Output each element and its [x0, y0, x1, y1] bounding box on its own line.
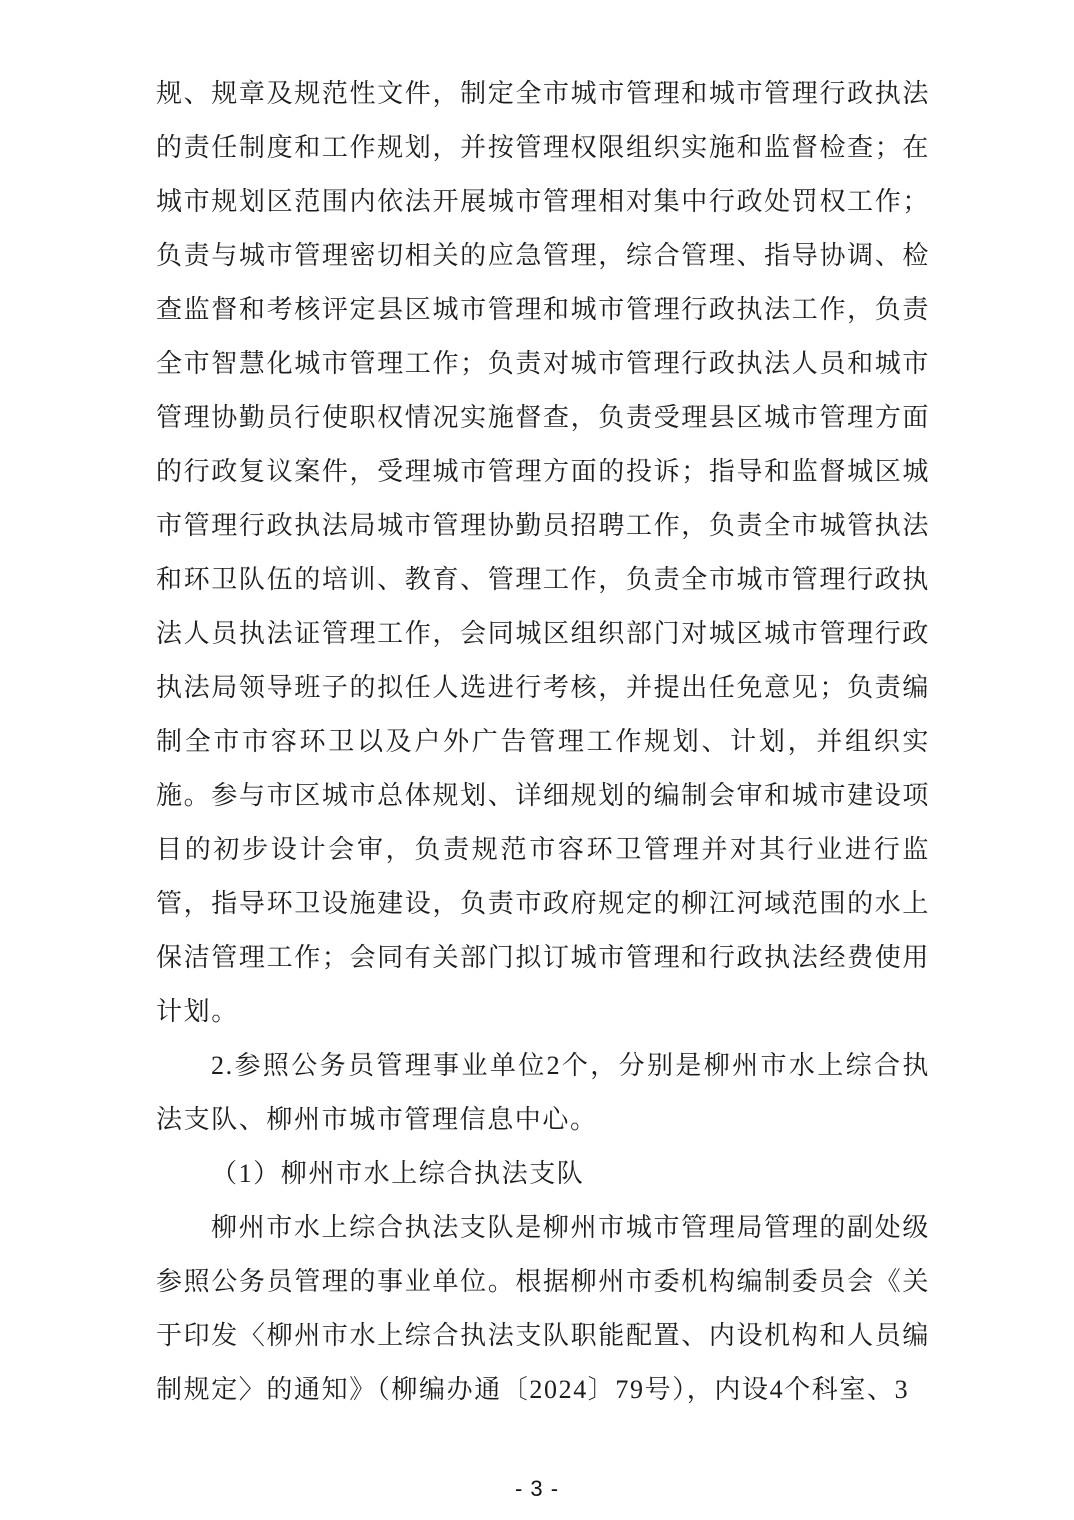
body-paragraph: 柳州市水上综合执法支队是柳州市城市管理局管理的副处级参照公务员管理的事业单位。根据柳州市委机构编制委员会《关于印发〈柳州市水上综合执法支队职能配置、内设机构和人员编制规定〉的通知》（柳编办通〔2024〕79号），内设4个科室、3 — [156, 1213, 930, 1404]
numbered-item-paragraph: 2.参照公务员管理事业单位2个，分别是柳州市水上综合执法支队、柳州市城市管理信息中心。 — [156, 1051, 930, 1134]
body-paragraph-continuation: 规、规章及规范性文件，制定全市城市管理和城市管理行政执法的责任制度和工作规划，并按管理权限组织实施和监督检查；在城市规划区范围内依法开展城市管理相对集中行政处罚权工作；负责与城市管理密切相关的应急管理，综合管理、指导协调、检查监督和考核评定县区城市管理和城市管理行政执法工作，负责全市智慧化城市管理工作；负责对城市管理行政执法人员和城市管理协勤员行使职权情况实施督查，负责受理县区城市管理方面的行政复议案件，受理城市管理方面的投诉；指导和监督城区城市管理行政执法局城市管理协勤员招聘工作，负责全市城管执法和环卫队伍的培训、教育、管理工作，负责全市城市管理行政执法人员执法证管理工作，会同城区组织部门对城区城市管理行政执法局领导班子的拟任人选进行考核，并提出任免意见；负责编制全市市容环卫以及户外广告管理工作规划、计划，并组织实施。参与市区城市总体规划、详细规划的编制会审和城市建设项目的初步设计会审，负责规范市容环卫管理并对其行业进行监管，指导环卫设施建设，负责市政府规定的柳江河域范围的水上保洁管理工作；会同有关部门拟订城市管理和行政执法经费使用计划。 — [156, 79, 930, 1026]
page-number: - 3 - — [514, 1476, 560, 1501]
subsection-heading: （1）柳州市水上综合执法支队 — [211, 1159, 585, 1188]
document-body — [156, 67, 930, 1417]
